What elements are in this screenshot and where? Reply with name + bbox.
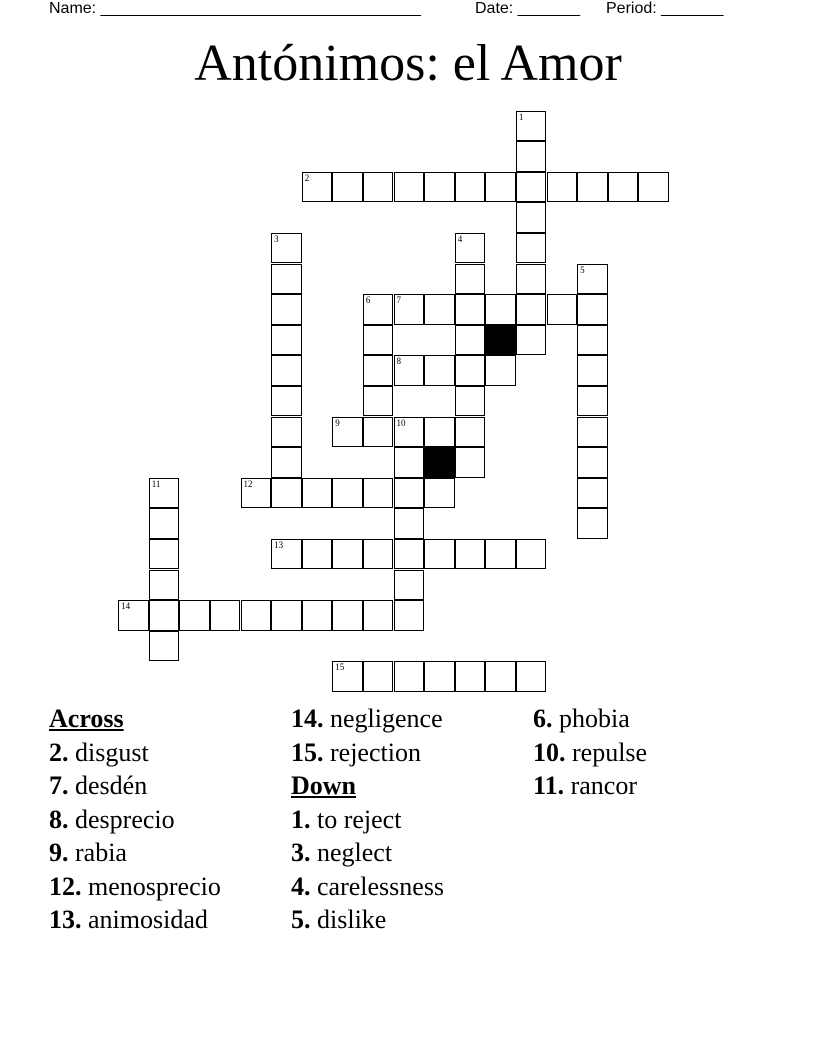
crossword-cell[interactable] xyxy=(424,661,455,692)
clue-number-label: 9. xyxy=(49,838,69,867)
clue-number: 2 xyxy=(304,172,310,183)
crossword-cell[interactable] xyxy=(363,661,394,692)
clue xyxy=(291,736,444,770)
crossword-cell[interactable] xyxy=(271,447,302,478)
crossword-cell[interactable] xyxy=(332,600,363,631)
crossword-cell[interactable] xyxy=(394,661,425,692)
crossword-cell[interactable] xyxy=(516,264,547,295)
crossword-cell[interactable] xyxy=(577,386,608,417)
crossword-cell[interactable] xyxy=(455,386,486,417)
crossword-cell[interactable] xyxy=(332,417,363,448)
clue xyxy=(49,803,221,837)
crossword-cell[interactable] xyxy=(577,325,608,356)
crossword-cell[interactable] xyxy=(271,355,302,386)
crossword-cell[interactable] xyxy=(302,172,333,203)
clue-number-label: 5. xyxy=(291,905,311,934)
crossword-cell[interactable] xyxy=(455,539,486,570)
clue-number: 1 xyxy=(518,111,524,122)
crossword-cell[interactable] xyxy=(394,508,425,539)
crossword-cell[interactable] xyxy=(577,447,608,478)
crossword-cell[interactable] xyxy=(210,600,241,631)
clue-text: rancor xyxy=(564,771,637,800)
page-title: Antónimos: el Amor xyxy=(194,35,622,92)
crossword-cell[interactable] xyxy=(577,264,608,295)
crossword-cell[interactable] xyxy=(516,539,547,570)
crossword-cell[interactable] xyxy=(424,539,455,570)
crossword-cell[interactable] xyxy=(577,508,608,539)
crossword-cell[interactable] xyxy=(638,172,669,203)
crossword-cell[interactable] xyxy=(241,478,272,509)
crossword-cell[interactable] xyxy=(455,661,486,692)
crossword-cell[interactable] xyxy=(271,600,302,631)
period-field: Period: _______ xyxy=(606,0,724,17)
crossword-cell[interactable] xyxy=(577,294,608,325)
clue-number-label: 4. xyxy=(291,871,311,901)
clues-heading: Across xyxy=(49,704,124,733)
crossword-cell[interactable] xyxy=(455,172,486,203)
crossword-cell[interactable] xyxy=(424,355,455,386)
crossword-cell[interactable] xyxy=(332,661,363,692)
clue-text: repulse xyxy=(565,737,648,767)
crossword-cell[interactable] xyxy=(302,539,333,570)
clue-number: 5 xyxy=(580,264,585,275)
clue xyxy=(291,903,444,937)
clue-number: 15 xyxy=(335,662,345,673)
clue-text: rejection xyxy=(323,737,421,767)
crossword-cell[interactable] xyxy=(271,233,302,264)
crossword-cell[interactable] xyxy=(332,478,363,509)
crossword-cell[interactable] xyxy=(394,417,425,448)
crossword-cell[interactable] xyxy=(394,600,425,631)
crossword-cell[interactable] xyxy=(516,661,547,692)
crossword-cell[interactable] xyxy=(271,264,302,295)
crossword-cell[interactable] xyxy=(516,172,547,203)
crossword-cell[interactable] xyxy=(455,264,486,295)
crossword-cell[interactable] xyxy=(424,294,455,325)
crossword-cell[interactable] xyxy=(577,417,608,448)
crossword-cell[interactable] xyxy=(271,325,302,356)
crossword-cell[interactable] xyxy=(363,539,394,570)
crossword-cell[interactable] xyxy=(394,172,425,203)
crossword-cell[interactable] xyxy=(363,172,394,203)
crossword-cell[interactable] xyxy=(424,478,455,509)
clue-number: 14 xyxy=(121,601,131,612)
black-square xyxy=(485,325,516,356)
clue-number: 7 xyxy=(396,295,401,306)
crossword-cell[interactable] xyxy=(149,508,180,539)
clue-text: animosidad xyxy=(81,905,208,934)
crossword-cell[interactable] xyxy=(302,600,333,631)
crossword-cell[interactable] xyxy=(485,539,516,570)
clue-number: 8 xyxy=(396,356,401,367)
clues-column-3 xyxy=(533,702,647,803)
clue-number: 12 xyxy=(243,478,253,489)
crossword-cell[interactable] xyxy=(455,417,486,448)
crossword-cell[interactable] xyxy=(455,294,486,325)
clue-text: rabia xyxy=(68,838,127,867)
crossword-cell[interactable] xyxy=(516,202,547,233)
crossword-cell[interactable] xyxy=(455,355,486,386)
crossword-cell[interactable] xyxy=(547,172,578,203)
crossword-cell[interactable] xyxy=(516,141,547,172)
clue xyxy=(533,702,647,736)
crossword-cell[interactable] xyxy=(394,447,425,478)
crossword-cell[interactable] xyxy=(394,355,425,386)
clue-number-label: 8. xyxy=(49,804,69,834)
crossword-cell[interactable] xyxy=(149,478,180,509)
crossword-cell[interactable] xyxy=(485,172,516,203)
clue-number: 3 xyxy=(274,233,279,244)
crossword-cell[interactable] xyxy=(363,355,394,386)
clue xyxy=(533,769,647,803)
clue-number-label: 12. xyxy=(49,871,82,901)
crossword-cell[interactable] xyxy=(424,172,455,203)
clues-column-2 xyxy=(291,702,444,937)
clue xyxy=(291,870,444,904)
crossword-cell[interactable] xyxy=(271,386,302,417)
crossword-cell[interactable] xyxy=(394,539,425,570)
clue-text: desprecio xyxy=(68,804,175,834)
clues-column-1 xyxy=(49,702,221,937)
crossword-cell[interactable] xyxy=(455,325,486,356)
clue xyxy=(291,836,444,870)
clue-number: 11 xyxy=(151,478,161,489)
crossword-cell[interactable] xyxy=(118,600,149,631)
clue xyxy=(533,736,647,770)
crossword-cell[interactable] xyxy=(455,233,486,264)
clue-text: dislike xyxy=(310,905,387,934)
crossword-cell[interactable] xyxy=(485,294,516,325)
crossword-cell[interactable] xyxy=(241,600,272,631)
clue-number-label: 3. xyxy=(291,838,311,867)
crossword-cell[interactable] xyxy=(485,661,516,692)
crossword-cell[interactable] xyxy=(271,294,302,325)
crossword-cell[interactable] xyxy=(424,417,455,448)
clue-number: 13 xyxy=(274,539,284,550)
clue-number: 9 xyxy=(335,417,340,428)
crossword-cell[interactable] xyxy=(394,478,425,509)
crossword-cell[interactable] xyxy=(363,386,394,417)
crossword-cell[interactable] xyxy=(332,539,363,570)
crossword-cell[interactable] xyxy=(149,570,180,601)
clue xyxy=(291,702,444,736)
crossword-cell[interactable] xyxy=(577,355,608,386)
clue-text: carelessness xyxy=(310,871,445,901)
crossword-cell[interactable] xyxy=(485,355,516,386)
crossword-cell[interactable] xyxy=(455,447,486,478)
clue-number: 10 xyxy=(396,417,406,428)
clue-number-label: 10. xyxy=(533,737,566,767)
black-square xyxy=(424,447,455,478)
crossword-cell[interactable] xyxy=(149,600,180,631)
clue xyxy=(49,769,221,803)
clues-heading: Down xyxy=(291,771,357,800)
clue-number-label: 14. xyxy=(291,704,324,733)
crossword-cell[interactable] xyxy=(363,600,394,631)
crossword-cell[interactable] xyxy=(577,172,608,203)
clue xyxy=(49,870,221,904)
clue-text: desdén xyxy=(68,771,148,800)
clue-text: menosprecio xyxy=(81,871,221,901)
crossword-cell[interactable] xyxy=(179,600,210,631)
clue xyxy=(49,736,221,770)
clue-number: 4 xyxy=(457,233,463,244)
crossword-cell[interactable] xyxy=(516,111,547,142)
clue-text: negligence xyxy=(323,704,443,733)
crossword-cell[interactable] xyxy=(363,325,394,356)
clue-number-label: 13. xyxy=(49,905,82,934)
date-field: Date: _______ xyxy=(475,0,580,17)
clue-text: phobia xyxy=(552,704,630,733)
crossword-cell[interactable] xyxy=(363,294,394,325)
crossword-cell[interactable] xyxy=(363,417,394,448)
clue xyxy=(49,836,221,870)
crossword-cell[interactable] xyxy=(271,539,302,570)
clue-text: neglect xyxy=(310,838,393,867)
clue-number-label: 2. xyxy=(49,737,69,767)
crossword-cell[interactable] xyxy=(394,570,425,601)
crossword-cell[interactable] xyxy=(363,478,394,509)
crossword-cell[interactable] xyxy=(577,478,608,509)
crossword-cell[interactable] xyxy=(516,233,547,264)
crossword-cell[interactable] xyxy=(547,294,578,325)
clue-number-label: 6. xyxy=(533,704,553,733)
clue-number: 6 xyxy=(365,295,371,306)
crossword-cell[interactable] xyxy=(302,478,333,509)
crossword-cell[interactable] xyxy=(332,172,363,203)
clue xyxy=(291,803,444,837)
clue-number-label: 15. xyxy=(291,737,324,767)
clue-number-label: 1. xyxy=(291,804,311,834)
name-field: Name: ____________________________________ xyxy=(49,0,421,17)
clue-number-label: 11. xyxy=(533,771,565,800)
crossword-cell[interactable] xyxy=(271,478,302,509)
crossword-cell[interactable] xyxy=(608,172,639,203)
crossword-cell[interactable] xyxy=(149,631,180,662)
crossword-cell[interactable] xyxy=(516,325,547,356)
clue-text: disgust xyxy=(68,737,149,767)
clue xyxy=(49,903,221,937)
clue-number-label: 7. xyxy=(49,771,69,800)
crossword-cell[interactable] xyxy=(394,294,425,325)
clue-text: to reject xyxy=(310,804,402,834)
crossword-cell[interactable] xyxy=(149,539,180,570)
crossword-cell[interactable] xyxy=(271,417,302,448)
crossword-cell[interactable] xyxy=(516,294,547,325)
